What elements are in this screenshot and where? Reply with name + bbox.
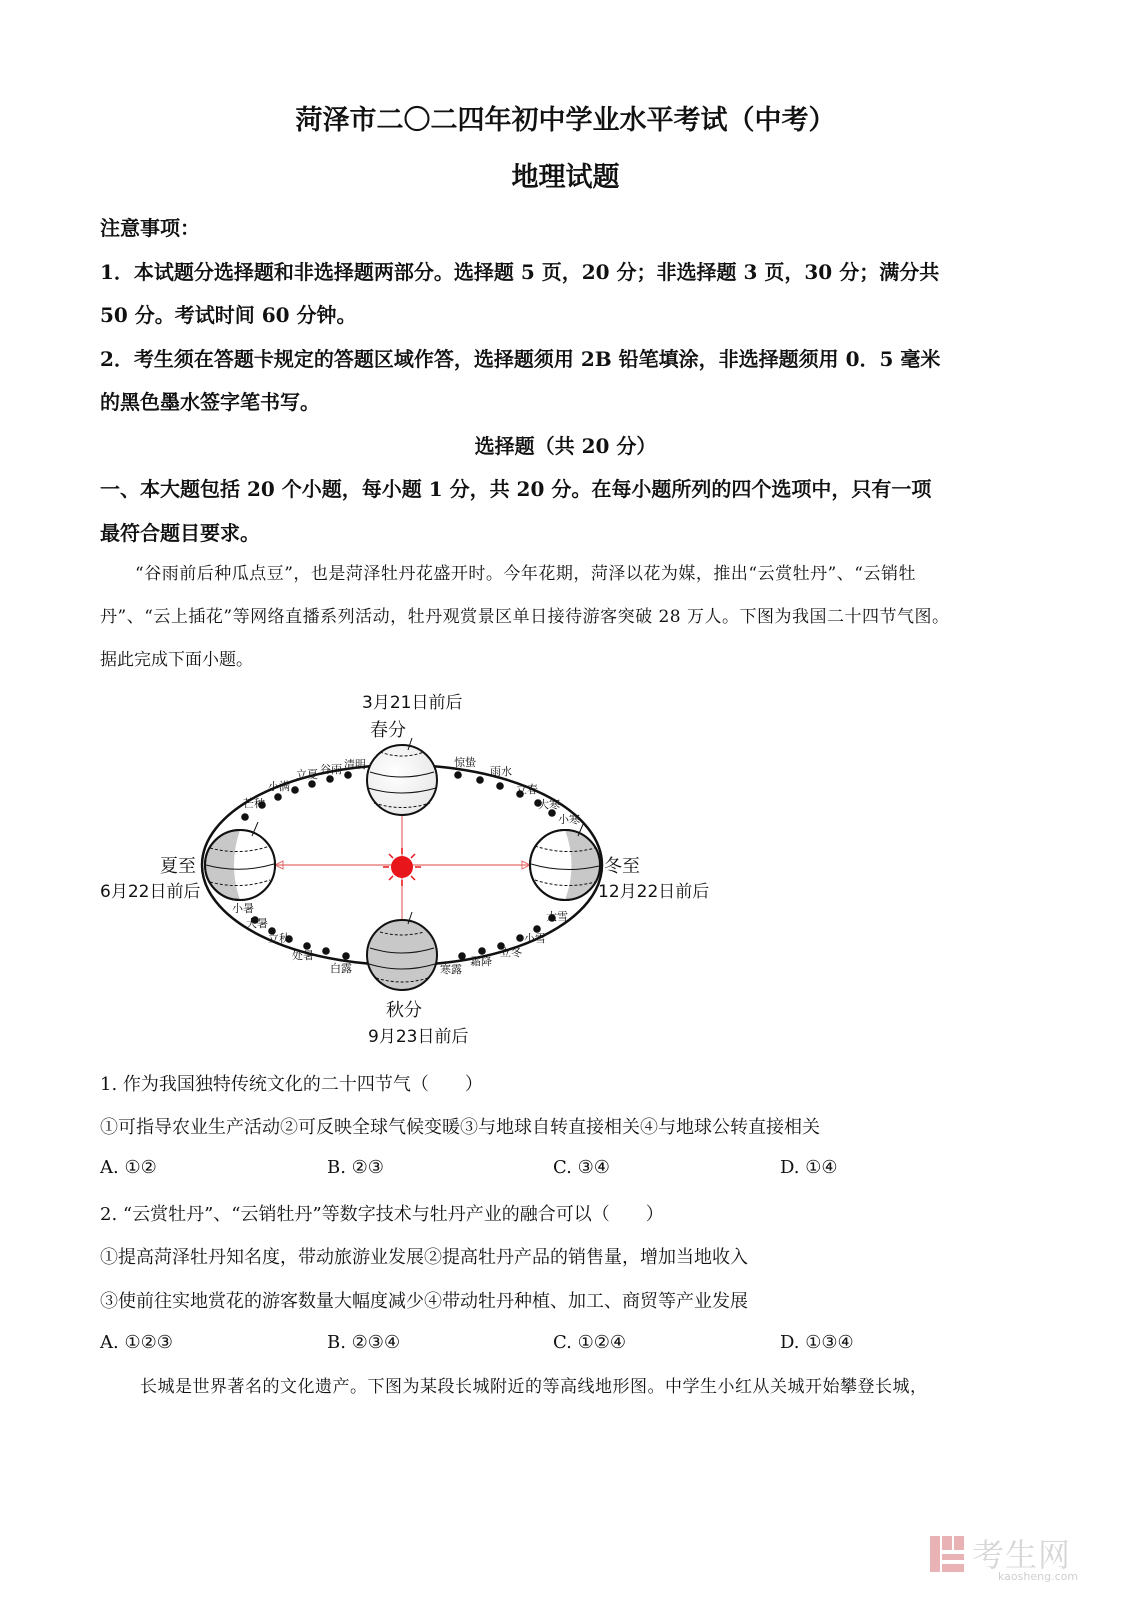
- autumn-equinox-label: 秋分: [386, 1000, 422, 1021]
- term-mangzhong: 芒种: [243, 797, 265, 810]
- notice-item-1-line-1: 1．本试题分选择题和非选择题两部分。选择题 5 页，20 分；非选择题 3 页，30 分；满分共: [100, 260, 940, 284]
- q2-option-d[interactable]: D. ①③④: [780, 1332, 854, 1353]
- term-chushu: 处暑: [292, 949, 314, 962]
- term-lixia: 立夏: [296, 768, 318, 781]
- term-lichun: 立春: [516, 783, 538, 796]
- spring-date-label: 3月21日前后: [362, 693, 463, 713]
- term-xiaohan: 小寒: [558, 813, 580, 826]
- term-daxue: 大雪: [546, 910, 568, 923]
- passage1-line-3: 据此完成下面小题。: [100, 650, 253, 670]
- term-jingzhe: 惊蛰: [454, 756, 476, 769]
- q2-option-a[interactable]: A. ①②③: [100, 1332, 173, 1353]
- passage2-line-1: 长城是世界著名的文化遗产。下图为某段长城附近的等高线地形图。中学生小红从关城开始攀登长城，: [140, 1377, 928, 1397]
- q2-option-b[interactable]: B. ②③④: [327, 1332, 401, 1353]
- term-guyu: 谷雨: [320, 763, 342, 776]
- term-shuangjiang: 霜降: [470, 955, 492, 968]
- section-title: 选择题（共 20 分）: [474, 434, 657, 458]
- q1-option-b[interactable]: B. ②③: [327, 1157, 384, 1178]
- globe-summer-solstice: [205, 822, 275, 900]
- globe-spring-equinox: [367, 738, 437, 815]
- q2-option-c[interactable]: C. ①②④: [553, 1332, 626, 1353]
- q1-option-c[interactable]: C. ③④: [553, 1157, 610, 1178]
- term-xiaoshu: 小暑: [232, 902, 254, 915]
- q2-stem: 2. “云赏牡丹”、“云销牡丹”等数字技术与牡丹产业的融合可以（ ）: [100, 1204, 664, 1225]
- notice-item-2-line-1: 2．考生须在答题卡规定的答题区域作答，选择题须用 2B 铅笔填涂，非选择题须用 0．5 毫米: [100, 347, 941, 371]
- term-qingming: 清明: [344, 758, 366, 771]
- notice-heading: 注意事项：: [100, 216, 200, 240]
- term-xiaoman: 小满: [268, 780, 290, 793]
- term-dahan: 大寒: [538, 798, 560, 811]
- q1-option-a[interactable]: A. ①②: [100, 1157, 157, 1178]
- summer-date-label: 6月22日前后: [100, 882, 201, 902]
- sun-icon: [383, 848, 421, 886]
- page-title: 菏泽市二〇二四年初中学业水平考试（中考）: [295, 105, 836, 136]
- notice-item-2-line-2: 的黑色墨水签字笔书写。: [100, 390, 320, 414]
- section-instruction-line-1: 一、本大题包括 20 个小题，每小题 1 分，共 20 分。在每小题所列的四个选项中，只有一项: [100, 477, 932, 501]
- watermark-logo-icon: [928, 1532, 968, 1576]
- term-bailu: 白露: [330, 962, 352, 975]
- section-instruction-line-2: 最符合题目要求。: [100, 521, 260, 545]
- q1-option-d[interactable]: D. ①④: [780, 1157, 838, 1178]
- passage1-line-1: “谷雨前后种瓜点豆”，也是菏泽牡丹花盛开时。今年花期，菏泽以花为媒，推出“云赏牡丹”、“云销牡: [135, 564, 916, 584]
- q2-statement-2: ③使前往实地赏花的游客数量大幅度减少④带动牡丹种植、加工、商贸等产业发展: [100, 1291, 748, 1312]
- passage1-line-2: 丹”、“云上插花”等网络直播系列活动，牡丹观赏景区单日接待游客突破 28 万人。下图为我国二十四节气图。: [100, 607, 950, 627]
- watermark-name: 考生网: [972, 1536, 1072, 1574]
- q1-stem: 1. 作为我国独特传统文化的二十四节气（ ）: [100, 1074, 483, 1095]
- term-liqiu: 立秋: [268, 932, 290, 945]
- winter-date-label: 12月22日前后: [598, 882, 710, 902]
- q2-statement-1: ①提高菏泽牡丹知名度，带动旅游业发展②提高牡丹产品的销售量，增加当地收入: [100, 1247, 748, 1268]
- notice-item-1-line-2: 50 分。考试时间 60 分钟。: [100, 303, 357, 327]
- winter-solstice-label: 冬至: [604, 856, 640, 877]
- spring-equinox-label: 春分: [370, 720, 406, 741]
- globe-winter-solstice: [530, 822, 600, 900]
- term-xiaoxue: 小雪: [524, 932, 546, 945]
- term-hanlu: 寒露: [440, 963, 462, 976]
- page-subtitle: 地理试题: [511, 162, 620, 193]
- term-lidong: 立冬: [500, 946, 522, 959]
- autumn-date-label: 9月23日前后: [368, 1027, 469, 1047]
- q1-statements: ①可指导农业生产活动②可反映全球气候变暖③与地球自转直接相关④与地球公转直接相关: [100, 1117, 820, 1138]
- watermark-url: kaosheng.com: [998, 1570, 1079, 1583]
- globe-autumn-equinox: [367, 912, 437, 990]
- summer-solstice-label: 夏至: [160, 856, 196, 877]
- term-yushui: 雨水: [490, 765, 512, 778]
- term-dashu: 大暑: [246, 917, 268, 930]
- solar-terms-diagram: [90, 680, 730, 1050]
